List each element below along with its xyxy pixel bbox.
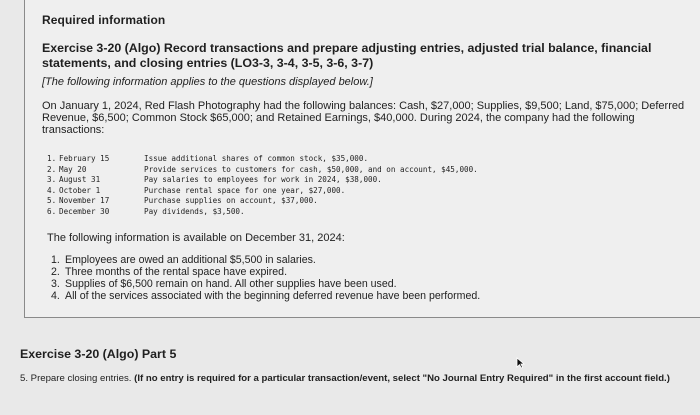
fact-text: Supplies of $6,500 remain on hand. All other supplies have been used. bbox=[65, 278, 397, 290]
fact-text: Three months of the rental space have expired. bbox=[65, 266, 288, 278]
opening-balances-paragraph: On January 1, 2024, Red Flash Photography had the following balances: Cash, $27,000; Supplies, $9,500; Land, $75,000; Deferred Revenue, $6,500; Common Stock $65,000; and Retained Earnings, $40,000. During 2024, the company had the following transactions: bbox=[42, 100, 685, 136]
transaction-date: February 15 bbox=[59, 154, 110, 163]
transaction-number: 4. bbox=[47, 185, 57, 195]
fact-text: All of the services associated with the beginning deferred revenue have been performed. bbox=[65, 290, 481, 302]
fact-number: 2. bbox=[51, 266, 60, 278]
transaction-date: December 30 bbox=[59, 206, 110, 216]
transaction-number: 2. bbox=[47, 164, 57, 174]
transaction-text: Pay dividends, $3,500. bbox=[144, 206, 245, 216]
transaction-date: October 1 bbox=[59, 185, 101, 195]
exercise-title: Exercise 3-20 (Algo) Record transactions and prepare adjusting entries, adjusted trial balance, financial statements, and closing entries (LO3-3, 3-4, 3-5, 3-6, 3-7) bbox=[42, 41, 652, 70]
mouse-pointer-icon bbox=[516, 356, 525, 374]
transaction-text: Purchase rental space for one year, $27,000. bbox=[144, 185, 346, 195]
part-instructions bbox=[20, 373, 680, 385]
transaction-date: November 17 bbox=[59, 196, 110, 205]
required-information-heading: Required information bbox=[42, 13, 166, 27]
transaction-row bbox=[47, 175, 478, 186]
instruction-note: (If no entry is required for a particular transaction/event, select "No Journal Entry Required" in the first account field.) bbox=[134, 373, 670, 384]
transaction-date: May 20 bbox=[59, 164, 87, 174]
transaction-number: 5. bbox=[47, 196, 57, 205]
fact-number: 1. bbox=[51, 254, 60, 266]
transactions-list bbox=[47, 154, 478, 217]
transaction-row bbox=[47, 207, 478, 218]
applies-note: [The following information applies to the questions displayed below.] bbox=[42, 76, 373, 88]
part-title: Exercise 3-20 (Algo) Part 5 bbox=[20, 347, 177, 361]
transaction-number: 3. bbox=[47, 175, 57, 184]
instruction-text: 5. Prepare closing entries. bbox=[20, 373, 132, 384]
transaction-text: Provide services to customers for cash, $50,000, and on account, $45,000. bbox=[144, 164, 478, 174]
transaction-row bbox=[47, 154, 478, 165]
fact-item bbox=[51, 254, 480, 266]
fact-number: 3. bbox=[51, 278, 60, 290]
transaction-number: 6. bbox=[47, 206, 57, 216]
fact-text: Employees are owed an additional $5,500 in salaries. bbox=[65, 254, 316, 266]
transaction-number: 1. bbox=[47, 154, 57, 163]
fact-item bbox=[51, 266, 480, 278]
transaction-text: Pay salaries to employees for work in 2024, $38,000. bbox=[144, 175, 382, 184]
required-information-panel bbox=[24, 0, 700, 318]
transaction-text: Purchase supplies on account, $37,000. bbox=[144, 196, 318, 205]
transaction-row bbox=[47, 196, 478, 207]
transaction-row bbox=[47, 165, 478, 176]
transaction-date: August 31 bbox=[59, 175, 101, 184]
year-end-facts-list bbox=[51, 254, 480, 302]
year-end-info-heading: The following information is available on December 31, 2024: bbox=[47, 232, 345, 244]
transaction-text: Issue additional shares of common stock, $35,000. bbox=[144, 154, 369, 163]
fact-item bbox=[51, 290, 480, 302]
transaction-row bbox=[47, 186, 478, 197]
fact-item bbox=[51, 278, 480, 290]
fact-number: 4. bbox=[51, 290, 60, 302]
